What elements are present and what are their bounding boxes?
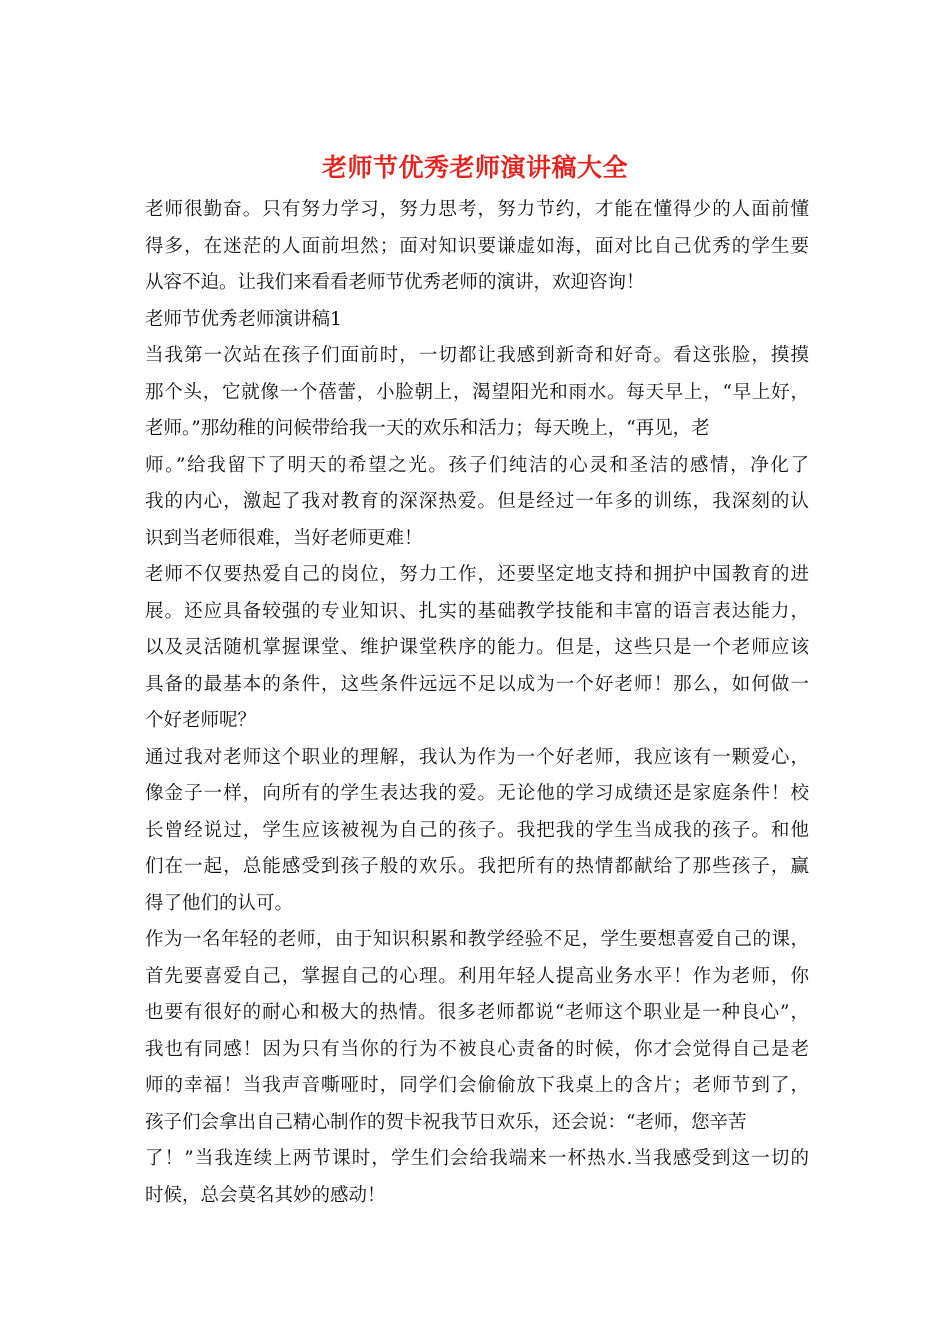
document-title: 老师节优秀老师演讲稿大全: [321, 153, 628, 182]
text-line: 当我第一次站在孩子们面前时，一切都让我感到新奇和好奇。看这张脸，摸摸: [145, 345, 809, 366]
text-line: 个好老师呢？: [145, 710, 257, 731]
text-line: 具备的最基本的条件，这些条件远远不足以成为一个好老师！那么，如何做一: [145, 673, 809, 695]
text-line: 我的内心，激起了我对教育的深深热爱。但是经过一年多的训练，我深刻的认: [145, 491, 809, 512]
text-line: 通过我对老师这个职业的理解，我认为作为一个好老师，我应该有一颗爱心，: [145, 746, 809, 768]
text-line: 们在一起，总能感受到孩子般的欢乐。我把所有的热情都献给了那些孩子，赢: [145, 856, 809, 877]
text-line: 作为一名年轻的老师，由于知识积累和教学经验不足，学生要想喜爱自己的课，: [145, 929, 809, 950]
text-line: 以及灵活随机掌握课堂、维护课堂秩序的能力。但是，这些只是一个老师应该: [145, 637, 809, 658]
text-line: 得了他们的认可。: [145, 892, 294, 914]
text-line: 时候，总会莫名其妙的感动！: [145, 1184, 386, 1206]
text-line: 老师很勤奋。只有努力学习，努力思考，努力节约，才能在懂得少的人面前懂: [145, 199, 809, 220]
text-line: 得多，在迷茫的人面前坦然；面对知识要谦虚如海，面对比自己优秀的学生要: [145, 235, 809, 257]
text-line: 也要有很好的耐心和极大的热情。很多老师都说“老师这个职业是一种良心”，: [145, 1002, 809, 1023]
text-line: 首先要喜爱自己，掌握自己的心理。利用年轻人提高业务水平！作为老师，你: [145, 965, 809, 987]
document-body: [145, 192, 809, 1214]
text-line: 师。”给我留下了明天的希望之光。孩子们纯洁的心灵和圣洁的感情，净化了: [145, 454, 809, 476]
text-line: 从容不迫。让我们来看看老师节优秀老师的演讲，欢迎咨询！: [145, 272, 645, 293]
text-line: 老师不仅要热爱自己的岗位，努力工作，还要坚定地支持和拥护中国教育的进: [145, 564, 809, 585]
text-line: 像金子一样，向所有的学生表达我的爱。无论他的学习成绩还是家庭条件！校: [145, 783, 809, 804]
text-line: 孩子们会拿出自己精心制作的贺卡祝我节日欢乐，还会说：“老师，您辛苦: [145, 1111, 747, 1133]
text-line: 识到当老师很难，当好老师更难！: [145, 527, 423, 549]
text-line: 了！”当我连续上两节课时，学生们会给我端来一杯热水.当我感受到这一切的: [145, 1148, 809, 1169]
text-line: 展。还应具备较强的专业知识、扎实的基础教学技能和丰富的语言表达能力，: [145, 600, 809, 622]
text-line: 我也有同感！因为只有当你的行为不被良心责备的时候，你才会觉得自己是老: [145, 1038, 809, 1060]
text-line: 那个头，它就像一个蓓蕾，小脸朝上，渴望阳光和雨水。每天早上，“早上好，: [145, 381, 809, 403]
text-line: 师的幸福！当我声音嘶哑时，同学们会偷偷放下我桌上的含片；老师节到了，: [145, 1075, 809, 1096]
section-heading: 老师节优秀老师演讲稿1: [145, 308, 342, 330]
text-line: 老师。”那幼稚的问候带给我一天的欢乐和活力；每天晚上，“再见，老: [145, 418, 710, 439]
text-line: 长曾经说过，学生应该被视为自己的孩子。我把我的学生当成我的孩子。和他: [145, 819, 809, 841]
